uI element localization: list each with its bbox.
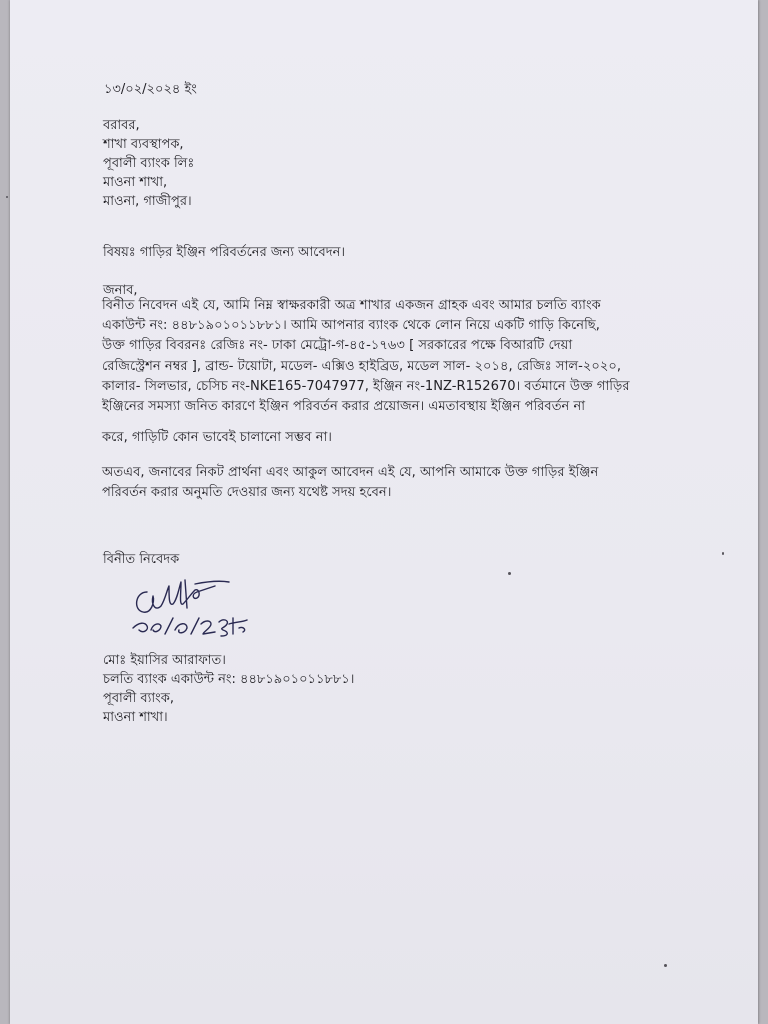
letter-page — [10, 0, 758, 1024]
letter-date: ১৩/০২/২০২৪ ইং — [104, 82, 197, 97]
letter-closing: বিনীত নিবেদক — [103, 552, 180, 567]
sender-branch: মাওনা শাখা। — [103, 710, 168, 725]
paragraph-1-line: করে, গাড়িটি কোন ভাবেই চালানো সম্ভব না। — [102, 430, 332, 445]
paragraph-2-line: অতএব, জনাবের নিকট প্রার্থনা এবং আকুল আবেদন এই যে, আপনি আমাকে উক্ত গাড়ির ইঞ্জিন — [102, 465, 599, 480]
paragraph-1-line: রেজিস্ট্রেশন নম্বর ], ব্রান্ড- টয়োটা, মডেল- এক্সিও হাইব্রিড, মডেল সাল- ২০১৪, রেজিঃ সাল-২০২০, — [102, 359, 622, 374]
paper-speck — [6, 196, 8, 198]
paper-speck — [722, 552, 724, 555]
sender-name: মোঃ ইয়াসির আরাফাত। — [103, 653, 226, 668]
paragraph-2-line: পরিবর্তন করার অনুমতি দেওয়ার জন্য যথেষ্ট সদয় হবেন। — [102, 485, 392, 500]
paragraph-1-line: একাউন্ট নং: ৪৪৮১৯০১০১১৮৮১। আমি আপনার ব্যাংক থেকে লোন নিয়ে একটি গাড়ি কিনেছি, — [102, 318, 600, 333]
recipient-line-5: মাওনা, গাজীপুর। — [103, 194, 192, 209]
sender-bank: পূবালী ব্যাংক, — [103, 691, 174, 706]
paragraph-1-line: বিনীত নিবেদন এই যে, আমি নিম্ন স্বাক্ষরকারী অত্র শাখার একজন গ্রাহক এবং আমার চলতি ব্যাংক — [102, 298, 601, 313]
handwritten-signature — [125, 572, 265, 644]
paragraph-1-line: ইঞ্জিনের সমস্যা জনিত কারণে ইঞ্জিন পরিবর্তন করার প্রয়োজন। এমতাবস্থায় ইঞ্জিন পরিবর্তন না — [102, 399, 586, 414]
paragraph-1-line: কালার- সিলভার, চেসিচ নং-NKE165-7047977, ইঞ্জিন নং-1NZ-R152670। বর্তমানে উক্ত গাড়ির — [102, 379, 630, 394]
paper-speck — [508, 572, 511, 575]
paragraph-1-line: উক্ত গাড়ির বিবরনঃ রেজিঃ নং- ঢাকা মেট্রো-গ-৪৫-১৭৬৩ [ সরকারের পক্ষে বিআরটি দেয়া — [102, 338, 573, 353]
sender-account: চলতি ব্যাংক একাউন্ট নং: ৪৪৮১৯০১০১১৮৮১। — [103, 672, 355, 687]
paper-speck — [664, 964, 667, 967]
letter-subject: বিষয়ঃ গাড়ির ইঞ্জিন পরিবর্তনের জন্য আবেদন। — [103, 245, 345, 260]
recipient-line-3: পূবালী ব্যাংক লিঃ — [103, 156, 195, 171]
recipient-line-2: শাখা ব্যবস্থাপক, — [103, 137, 184, 152]
recipient-line-4: মাওনা শাখা, — [103, 175, 168, 190]
recipient-line-1: বরাবর, — [103, 118, 140, 133]
letter-salutation: জনাব, — [103, 283, 138, 298]
